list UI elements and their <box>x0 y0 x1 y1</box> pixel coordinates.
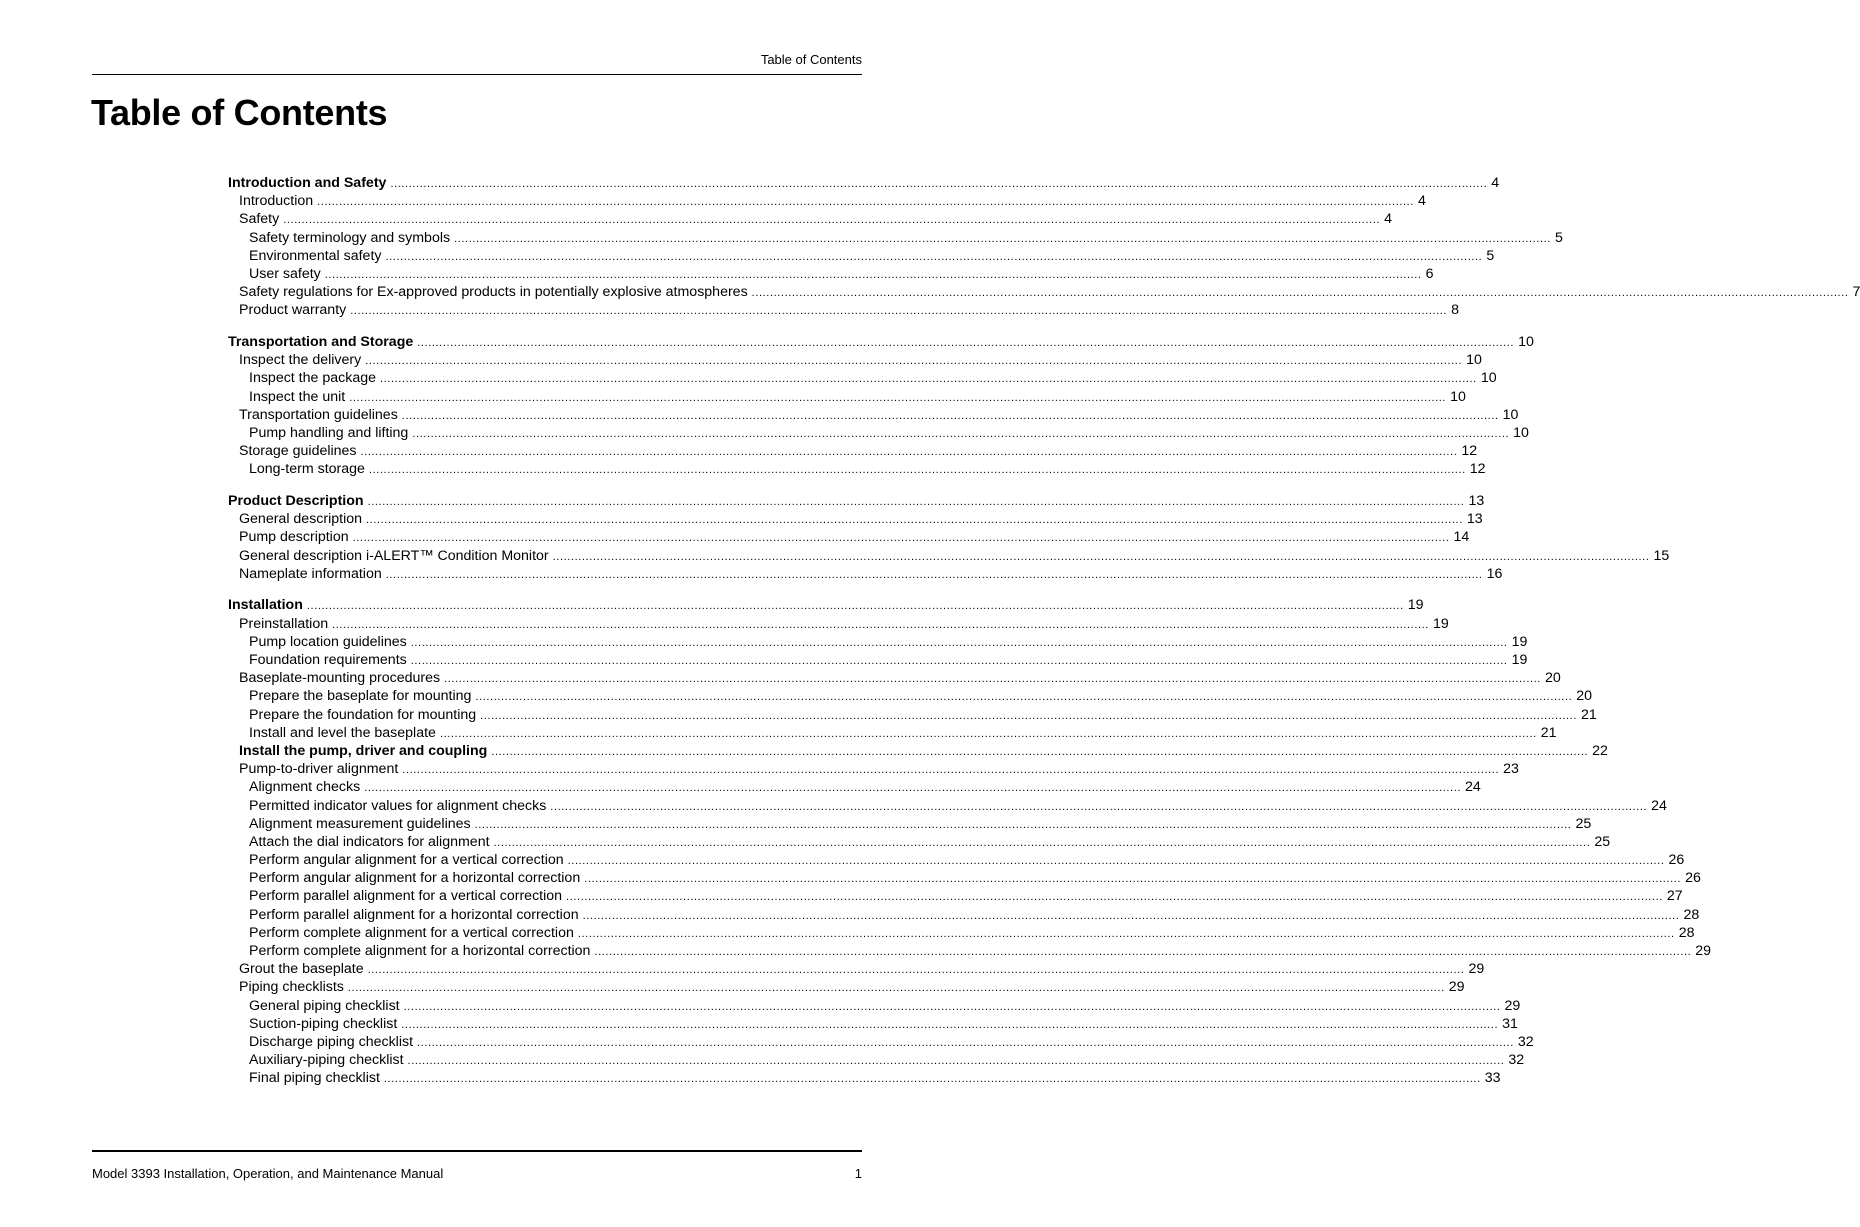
toc-entry[interactable] <box>228 351 1482 369</box>
toc-entry-title: Perform complete alignment for a horizontal correction <box>249 943 591 959</box>
toc-entry-title: Transportation and Storage <box>228 334 414 350</box>
toc-entry[interactable] <box>228 1051 1525 1069</box>
toc-entry-title: Environmental safety <box>249 247 382 264</box>
toc-entry-page: 5 <box>1486 247 1495 264</box>
toc-entry-page: 29 <box>1448 979 1465 996</box>
toc-entry-title: Long-term storage <box>249 461 365 478</box>
toc-entry-title: Inspect the unit <box>249 388 346 405</box>
dot-leader: ............................................................................................................................................................................................................................................................................................................ <box>350 305 1448 318</box>
toc-entry-title: User safety <box>249 265 321 282</box>
toc-entry-page: 24 <box>1465 779 1481 796</box>
toc-entry[interactable] <box>228 742 1608 760</box>
dot-leader: ............................................................................................................................................................................................................................................................................................................ <box>383 1073 1481 1086</box>
toc-entry-title: Piping checklists <box>239 979 344 996</box>
dot-leader: ............................................................................................................................................................................................................................................................................................................ <box>402 764 1500 777</box>
dot-leader: ............................................................................................................................................................................................................................................................................................................ <box>444 673 1541 686</box>
toc-entry-title: Final piping checklist <box>249 1070 380 1087</box>
dot-leader: ............................................................................................................................................................................................................................................................................................................ <box>417 1036 1514 1049</box>
toc-entry-page: 21 <box>1540 724 1557 741</box>
toc-entry-page: 19 <box>1511 652 1528 668</box>
toc-entry-title: Perform angular alignment for a vertical correction <box>249 852 564 869</box>
toc-entry-title: Foundation requirements <box>249 652 407 668</box>
toc-entry[interactable] <box>228 442 1478 460</box>
toc-entry-title: Storage guidelines <box>239 443 357 460</box>
dot-leader: ............................................................................................................................................................................................................................................................................................................ <box>352 532 1450 545</box>
toc-entry-page: 10 <box>1502 406 1519 423</box>
dot-leader: ............................................................................................................................................................................................................................................................................................................ <box>410 636 1508 649</box>
toc-entry-title: General description <box>239 511 363 528</box>
dot-leader: ............................................................................................................................................................................................................................................................................................................ <box>367 496 1465 508</box>
toc-entry-title: Permitted indicator values for alignment checks <box>249 797 547 814</box>
dot-leader: ............................................................................................................................................................................................................................................................................................................ <box>439 727 1537 740</box>
dot-leader: ............................................................................................................................................................................................................................................................................................................ <box>493 836 1591 849</box>
header-rule <box>92 74 862 75</box>
toc-entry-page: 5 <box>1554 229 1563 246</box>
toc-entry-page: 20 <box>1576 688 1593 705</box>
dot-leader: ............................................................................................................................................................................................................................................................................................................ <box>552 550 1650 563</box>
toc-entry-title: Inspect the delivery <box>239 352 362 369</box>
toc-entry-title: Product warranty <box>239 302 347 319</box>
toc-entry[interactable] <box>228 633 1528 651</box>
toc-entry[interactable] <box>228 229 1563 247</box>
toc-entry[interactable] <box>228 833 1611 851</box>
toc-entry[interactable] <box>228 724 1557 742</box>
toc-entry-page: 10 <box>1518 334 1534 350</box>
toc-entry-title: Perform parallel alignment for a horizontal correction <box>249 906 579 923</box>
toc-entry-title: Grout the baseplate <box>239 961 364 978</box>
toc-entry[interactable] <box>228 815 1592 833</box>
dot-leader: ............................................................................................................................................................................................................................................................................................................ <box>480 709 1577 722</box>
toc-entry-title: Pump description <box>239 529 349 546</box>
toc-entry-title: Safety terminology and symbols <box>249 229 451 246</box>
toc-entry[interactable] <box>228 492 1485 510</box>
toc-entry-title: Pump-to-driver alignment <box>239 761 399 778</box>
toc-entry-page: 20 <box>1544 670 1561 687</box>
toc-entry-page: 10 <box>1450 388 1466 405</box>
toc-entry[interactable] <box>228 528 1470 546</box>
toc-entry-title: Suction-piping checklist <box>249 1015 398 1032</box>
dot-leader: ............................................................................................................................................................................................................................................................................................................ <box>550 800 1648 813</box>
dot-leader: ............................................................................................................................................................................................................................................................................................................ <box>283 214 1381 227</box>
table-of-contents <box>228 174 1860 1101</box>
dot-leader: ............................................................................................................................................................................................................................................................................................................ <box>385 250 1483 263</box>
page-title: Table of Contents <box>91 92 388 133</box>
toc-entry-page: 24 <box>1651 797 1667 814</box>
running-header: Table of Contents <box>760 52 862 67</box>
dot-leader: ............................................................................................................................................................................................................................................................................................................ <box>349 391 1447 404</box>
dot-leader: ............................................................................................................................................................................................................................................................................................................ <box>577 927 1675 940</box>
toc-entry-page: 15 <box>1653 547 1670 564</box>
dot-leader: ............................................................................................................................................................................................................................................................................................................ <box>367 964 1465 977</box>
toc-entry[interactable] <box>228 706 1597 724</box>
toc-entry[interactable] <box>228 997 1521 1015</box>
toc-entry-title: Product Description <box>228 493 364 509</box>
dot-leader: ............................................................................................................................................................................................................................................................................................................ <box>475 691 1573 704</box>
toc-entry-page: 29 <box>1468 961 1485 978</box>
toc-entry-title: Install and level the baseplate <box>249 724 436 741</box>
toc-entry-title: Prepare the baseplate for mounting <box>249 688 472 705</box>
dot-leader: ............................................................................................................................................................................................................................................................................................................ <box>417 337 1515 349</box>
dot-leader: ............................................................................................................................................................................................................................................................................................................ <box>306 600 1404 613</box>
dot-leader: ............................................................................................................................................................................................................................................................................................................ <box>491 745 1589 758</box>
toc-entry-page: 26 <box>1685 870 1701 887</box>
toc-entry[interactable] <box>228 887 1683 905</box>
toc-entry-page: 32 <box>1508 1052 1525 1069</box>
toc-entry-page: 13 <box>1466 511 1483 528</box>
dot-leader: ............................................................................................................................................................................................................................................................................................................ <box>403 1000 1501 1013</box>
toc-entry[interactable] <box>228 924 1695 942</box>
toc-entry-page: 21 <box>1581 706 1597 723</box>
toc-entry-page: 4 <box>1417 193 1426 210</box>
toc-entry-title: General piping checklist <box>249 997 400 1014</box>
toc-entry-page: 12 <box>1469 461 1486 478</box>
toc-entry-title: General description i-ALERT™ Condition Monitor <box>239 547 549 564</box>
toc-entry[interactable] <box>228 283 1860 301</box>
toc-entry-title: Safety <box>239 211 280 228</box>
dot-leader: ............................................................................................................................................................................................................................................................................................................ <box>582 909 1680 922</box>
toc-entry[interactable] <box>228 510 1483 528</box>
dot-leader: ............................................................................................................................................................................................................................................................................................................ <box>410 655 1508 667</box>
toc-entry-title: Discharge piping checklist <box>249 1033 414 1050</box>
toc-entry[interactable] <box>228 1015 1518 1033</box>
toc-entry-page: 33 <box>1484 1070 1501 1087</box>
toc-entry[interactable] <box>228 1069 1501 1087</box>
dot-leader: ............................................................................................................................................................................................................................................................................................................ <box>366 514 1463 527</box>
toc-entry-page: 10 <box>1466 352 1482 369</box>
dot-leader: ............................................................................................................................................................................................................................................................................................................ <box>365 355 1463 368</box>
toc-entry[interactable] <box>228 192 1426 210</box>
toc-entry[interactable] <box>228 760 1519 778</box>
toc-entry[interactable] <box>228 333 1534 351</box>
toc-entry-title: Preinstallation <box>239 615 329 632</box>
toc-entry-title: Installation <box>228 597 303 614</box>
toc-entry-title: Auxiliary-piping checklist <box>249 1052 404 1069</box>
toc-entry[interactable] <box>228 460 1486 478</box>
toc-entry-title: Transportation guidelines <box>239 406 398 423</box>
dot-leader: ............................................................................................................................................................................................................................................................................................................ <box>594 946 1692 958</box>
dot-leader: ............................................................................................................................................................................................................................................................................................................ <box>368 464 1466 477</box>
toc-entry[interactable] <box>228 565 1503 583</box>
dot-leader: ............................................................................................................................................................................................................................................................................................................ <box>751 287 1849 300</box>
toc-entry-page: 13 <box>1468 493 1485 509</box>
toc-entry-title: Install the pump, driver and coupling <box>239 742 488 759</box>
dot-leader: ............................................................................................................................................................................................................................................................................................................ <box>401 1018 1499 1031</box>
toc-entry-page: 10 <box>1513 424 1529 441</box>
toc-entry-title: Alignment measurement guidelines <box>249 815 471 832</box>
toc-entry-title: Prepare the foundation for mounting <box>249 706 477 723</box>
toc-entry[interactable] <box>228 687 1593 705</box>
toc-entry[interactable] <box>228 547 1670 565</box>
dot-leader: ............................................................................................................................................................................................................................................................................................................ <box>347 982 1445 995</box>
toc-entry[interactable] <box>228 778 1481 796</box>
toc-entry[interactable] <box>228 265 1434 283</box>
dot-leader: ............................................................................................................................................................................................................................................................................................................ <box>454 232 1551 245</box>
toc-entry-title: Nameplate information <box>239 565 382 582</box>
toc-entry[interactable] <box>228 424 1529 442</box>
toc-entry[interactable] <box>228 406 1519 424</box>
toc-entry-title: Attach the dial indicators for alignment <box>249 833 490 850</box>
dot-leader: ............................................................................................................................................................................................................................................................................................................ <box>332 618 1429 631</box>
toc-entry[interactable] <box>228 210 1392 228</box>
toc-entry-page: 19 <box>1407 597 1424 614</box>
footer-page-number: 1 <box>854 1166 862 1181</box>
toc-entry[interactable] <box>228 369 1497 387</box>
dot-leader: ............................................................................................................................................................................................................................................................................................................ <box>385 568 1483 581</box>
toc-entry-page: 6 <box>1425 265 1434 282</box>
toc-entry-title: Pump handling and lifting <box>249 424 409 441</box>
toc-section <box>228 596 1712 1087</box>
toc-entry-page: 27 <box>1666 888 1683 905</box>
dot-leader: ............................................................................................................................................................................................................................................................................................................ <box>401 409 1499 422</box>
dot-leader: ............................................................................................................................................................................................................................................................................................................ <box>567 855 1665 868</box>
toc-section <box>228 333 1534 479</box>
toc-entry[interactable] <box>228 388 1466 406</box>
toc-entry[interactable] <box>228 906 1700 924</box>
dot-leader: ............................................................................................................................................................................................................................................................................................................ <box>412 427 1510 440</box>
toc-entry-title: Perform complete alignment for a vertical correction <box>249 924 574 941</box>
dot-leader: ............................................................................................................................................................................................................................................................................................................ <box>317 196 1414 209</box>
toc-entry-title: Introduction <box>239 193 314 210</box>
toc-entry-page: 31 <box>1502 1015 1518 1032</box>
toc-entry-page: 14 <box>1453 529 1470 546</box>
footer-rule <box>92 1150 862 1152</box>
toc-section <box>228 492 1670 583</box>
dot-leader: ............................................................................................................................................................................................................................................................................................................ <box>360 446 1458 459</box>
toc-entry-page: 12 <box>1461 443 1478 460</box>
toc-entry[interactable] <box>228 301 1459 319</box>
toc-entry-title: Introduction and Safety <box>228 175 387 191</box>
toc-entry-title: Perform angular alignment for a horizontal correction <box>249 870 581 887</box>
toc-entry-page: 16 <box>1486 565 1503 582</box>
dot-leader: ............................................................................................................................................................................................................................................................................................................ <box>407 1055 1505 1068</box>
toc-entry[interactable] <box>228 978 1465 996</box>
toc-entry-page: 28 <box>1678 924 1695 941</box>
toc-entry[interactable] <box>228 596 1424 614</box>
toc-entry-page: 23 <box>1503 761 1519 778</box>
dot-leader: ............................................................................................................................................................................................................................................................................................................ <box>364 782 1462 795</box>
dot-leader: ............................................................................................................................................................................................................................................................................................................ <box>380 373 1477 386</box>
toc-entry[interactable] <box>228 1033 1534 1051</box>
toc-entry-page: 25 <box>1594 833 1611 850</box>
toc-entry-page: 26 <box>1668 852 1685 869</box>
dot-leader: ............................................................................................................................................................................................................................................................................................................ <box>324 268 1422 281</box>
toc-entry-title: Baseplate-mounting procedures <box>239 670 441 687</box>
toc-entry-title: Inspect the package <box>249 370 376 387</box>
toc-entry-title: Safety regulations for Ex-approved products in potentially explosive atmospheres <box>239 284 748 301</box>
toc-entry-page: 8 <box>1451 302 1459 319</box>
toc-entry-page: 4 <box>1384 211 1392 228</box>
toc-entry[interactable] <box>228 797 1667 815</box>
toc-entry[interactable] <box>228 174 1500 192</box>
toc-entry-page: 32 <box>1517 1033 1534 1050</box>
toc-entry-page: 4 <box>1491 175 1500 191</box>
toc-entry-title: Alignment checks <box>249 779 361 796</box>
toc-entry-page: 22 <box>1592 742 1608 759</box>
toc-entry-page: 29 <box>1504 997 1521 1014</box>
toc-entry-page: 25 <box>1575 815 1592 832</box>
toc-entry-title: Pump location guidelines <box>249 633 407 650</box>
toc-entry[interactable] <box>228 615 1449 633</box>
toc-entry[interactable] <box>228 247 1495 265</box>
toc-entry-page: 29 <box>1695 943 1712 959</box>
dot-leader: ............................................................................................................................................................................................................................................................................................................ <box>474 818 1572 831</box>
dot-leader: ............................................................................................................................................................................................................................................................................................................ <box>584 873 1682 886</box>
toc-entry-page: 28 <box>1683 906 1700 923</box>
toc-entry[interactable] <box>228 851 1685 869</box>
toc-entry[interactable] <box>228 942 1712 960</box>
toc-entry[interactable] <box>228 869 1701 887</box>
toc-entry-page: 19 <box>1511 633 1528 650</box>
footer-manual-title: Model 3393 Installation, Operation, and Maintenance Manual <box>92 1166 444 1181</box>
toc-entry[interactable] <box>228 669 1561 687</box>
toc-entry-page: 7 <box>1852 284 1860 301</box>
dot-leader: ............................................................................................................................................................................................................................................................................................................ <box>390 178 1488 190</box>
toc-entry-title: Perform parallel alignment for a vertical correction <box>249 888 563 905</box>
toc-section <box>228 174 1860 320</box>
toc-entry-page: 10 <box>1480 370 1497 387</box>
dot-leader: ............................................................................................................................................................................................................................................................................................................ <box>566 891 1663 904</box>
toc-entry-page: 19 <box>1432 615 1449 632</box>
toc-entry[interactable] <box>228 651 1528 669</box>
toc-entry[interactable] <box>228 960 1485 978</box>
